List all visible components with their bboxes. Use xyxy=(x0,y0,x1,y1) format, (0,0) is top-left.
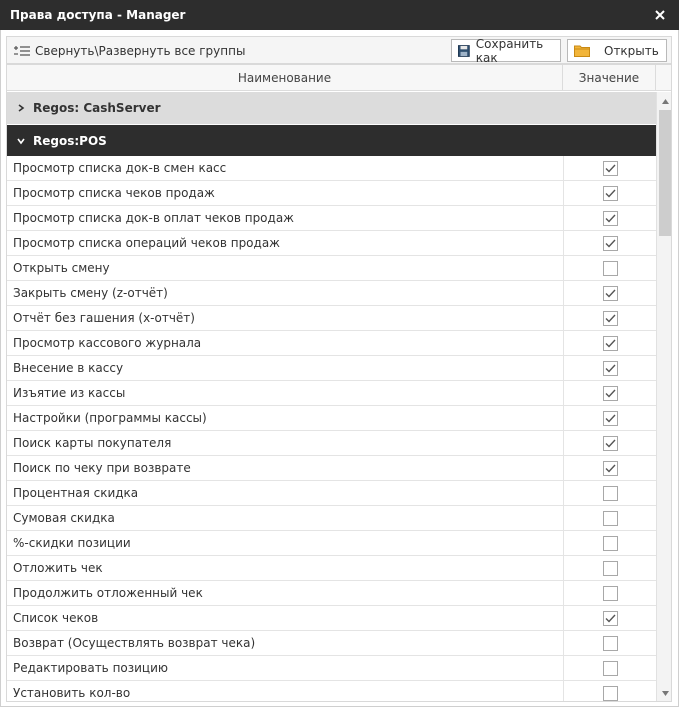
permission-value-cell xyxy=(563,581,656,605)
permission-checkbox[interactable] xyxy=(603,186,618,201)
checkmark-icon xyxy=(605,239,616,248)
group-row-cashserver[interactable] xyxy=(7,92,656,124)
permission-value-cell xyxy=(563,656,656,680)
chevron-down-icon xyxy=(17,137,25,145)
checkmark-icon xyxy=(605,214,616,223)
permission-value-cell xyxy=(563,206,656,230)
triangle-up-icon xyxy=(662,99,669,104)
title-bar xyxy=(0,0,679,30)
permission-row xyxy=(7,481,656,506)
column-header-name[interactable]: Наименование xyxy=(7,65,563,91)
toolbar xyxy=(6,36,672,64)
permission-row xyxy=(7,381,656,406)
permission-checkbox[interactable] xyxy=(603,536,618,551)
permission-checkbox[interactable] xyxy=(603,211,618,226)
triangle-down-icon xyxy=(662,691,669,696)
folder-icon xyxy=(574,44,590,57)
permission-label: Отложить чек xyxy=(13,561,103,575)
permission-checkbox[interactable] xyxy=(603,511,618,526)
permission-checkbox[interactable] xyxy=(603,236,618,251)
grid-header xyxy=(7,65,672,91)
permission-label: Просмотр списка чеков продаж xyxy=(13,186,215,200)
permission-value-cell xyxy=(563,506,656,530)
permission-value-cell xyxy=(563,631,656,655)
permission-row xyxy=(7,231,656,256)
permission-value-cell xyxy=(563,481,656,505)
permission-value-cell xyxy=(563,681,656,702)
permission-value-cell xyxy=(563,156,656,180)
permission-row xyxy=(7,456,656,481)
checkmark-icon xyxy=(605,364,616,373)
close-icon xyxy=(655,10,665,20)
permission-checkbox[interactable] xyxy=(603,361,618,376)
permission-checkbox[interactable] xyxy=(603,486,618,501)
permission-checkbox[interactable] xyxy=(603,661,618,676)
permission-value-cell xyxy=(563,531,656,555)
close-button[interactable] xyxy=(649,4,671,26)
permission-label: Редактировать позицию xyxy=(13,661,169,675)
permission-row xyxy=(7,156,656,181)
open-button[interactable] xyxy=(567,39,667,62)
permission-value-cell xyxy=(563,256,656,280)
permission-label: Установить кол-во xyxy=(13,686,131,700)
permission-value-cell xyxy=(563,331,656,355)
permission-checkbox[interactable] xyxy=(603,636,618,651)
permission-label: Сумовая скидка xyxy=(13,511,115,525)
permission-row xyxy=(7,606,656,631)
checkmark-icon xyxy=(605,614,616,623)
permission-label: Настройки (программы кассы) xyxy=(13,411,207,425)
permission-checkbox[interactable] xyxy=(603,336,618,351)
permission-checkbox[interactable] xyxy=(603,561,618,576)
permission-row xyxy=(7,406,656,431)
permission-label: Просмотр списка док-в оплат чеков продаж xyxy=(13,211,294,225)
checkmark-icon xyxy=(605,314,616,323)
permission-label: Возврат (Осуществлять возврат чека) xyxy=(13,636,256,650)
permission-value-cell xyxy=(563,431,656,455)
save-as-button[interactable] xyxy=(451,36,561,65)
permission-label: Список чеков xyxy=(13,611,99,625)
open-label: Открыть xyxy=(604,43,659,58)
permission-checkbox[interactable] xyxy=(603,286,618,301)
collapse-expand-button[interactable] xyxy=(13,42,245,60)
collapse-expand-label: Свернуть\Развернуть все группы xyxy=(35,44,246,58)
permission-label: Поиск по чеку при возврате xyxy=(13,461,191,475)
permissions-grid xyxy=(6,64,672,702)
checkmark-icon xyxy=(605,414,616,423)
permission-label: Просмотр списка док-в смен касс xyxy=(13,161,227,175)
permission-checkbox[interactable] xyxy=(603,311,618,326)
save-as-label: Сохранить как xyxy=(475,36,544,65)
permission-row xyxy=(7,356,656,381)
permission-label: Просмотр списка операций чеков продаж xyxy=(13,236,280,250)
permission-value-cell xyxy=(563,281,656,305)
checkmark-icon xyxy=(605,464,616,473)
permission-checkbox[interactable] xyxy=(603,686,618,701)
permission-checkbox[interactable] xyxy=(603,436,618,451)
permission-label: Продолжить отложенный чек xyxy=(13,586,203,600)
permission-value-cell xyxy=(563,381,656,405)
permission-label: Процентная скидка xyxy=(13,486,139,500)
permission-row xyxy=(7,506,656,531)
checkmark-icon xyxy=(605,189,616,198)
group-label-cashserver: Regos: CashServer xyxy=(33,101,161,115)
collapse-expand-icon xyxy=(13,45,31,57)
permission-value-cell xyxy=(563,606,656,630)
floppy-disk-icon xyxy=(458,44,470,58)
permission-row xyxy=(7,681,656,702)
permission-row xyxy=(7,431,656,456)
permission-checkbox[interactable] xyxy=(603,411,618,426)
permission-row xyxy=(7,206,656,231)
permission-checkbox[interactable] xyxy=(603,261,618,276)
checkmark-icon xyxy=(605,289,616,298)
permission-value-cell xyxy=(563,181,656,205)
permission-value-cell xyxy=(563,456,656,480)
permission-label: Открыть смену xyxy=(13,261,110,275)
group-label-pos: Regos:POS xyxy=(33,133,107,148)
window-title: Права доступа - Manager xyxy=(10,8,186,22)
permission-row xyxy=(7,281,656,306)
chevron-right-icon xyxy=(17,104,25,112)
scroll-thumb[interactable] xyxy=(659,110,671,236)
permission-value-cell xyxy=(563,556,656,580)
permission-label: Закрыть смену (z-отчёт) xyxy=(13,286,168,300)
scroll-down-button[interactable] xyxy=(657,686,672,700)
permission-label: Внесение в кассу xyxy=(13,361,124,375)
permission-checkbox[interactable] xyxy=(603,461,618,476)
permission-row xyxy=(7,581,656,606)
permission-checkbox[interactable] xyxy=(603,586,618,601)
checkmark-icon xyxy=(605,339,616,348)
permission-label: %-скидки позиции xyxy=(13,536,131,550)
permission-value-cell xyxy=(563,306,656,330)
permission-row xyxy=(7,306,656,331)
permission-value-cell xyxy=(563,356,656,380)
checkmark-icon xyxy=(605,439,616,448)
permission-row xyxy=(7,181,656,206)
permission-label: Отчёт без гашения (x-отчёт) xyxy=(13,311,195,325)
permission-checkbox[interactable] xyxy=(603,161,618,176)
scroll-up-button[interactable] xyxy=(657,94,672,108)
permission-row xyxy=(7,331,656,356)
vertical-scrollbar[interactable] xyxy=(656,92,672,702)
permission-value-cell xyxy=(563,406,656,430)
permission-checkbox[interactable] xyxy=(603,386,618,401)
permission-row xyxy=(7,531,656,556)
permission-value-cell xyxy=(563,231,656,255)
group-row-pos[interactable] xyxy=(7,125,656,156)
checkmark-icon xyxy=(605,164,616,173)
permission-checkbox[interactable] xyxy=(603,611,618,626)
permission-row xyxy=(7,656,656,681)
permission-row xyxy=(7,631,656,656)
checkmark-icon xyxy=(605,389,616,398)
column-header-value[interactable]: Значение xyxy=(563,65,656,91)
permission-label: Изъятие из кассы xyxy=(13,386,126,400)
permission-row xyxy=(7,256,656,281)
permission-row xyxy=(7,556,656,581)
permission-label: Поиск карты покупателя xyxy=(13,436,172,450)
permission-rows xyxy=(7,156,656,702)
permission-label: Просмотр кассового журнала xyxy=(13,336,202,350)
